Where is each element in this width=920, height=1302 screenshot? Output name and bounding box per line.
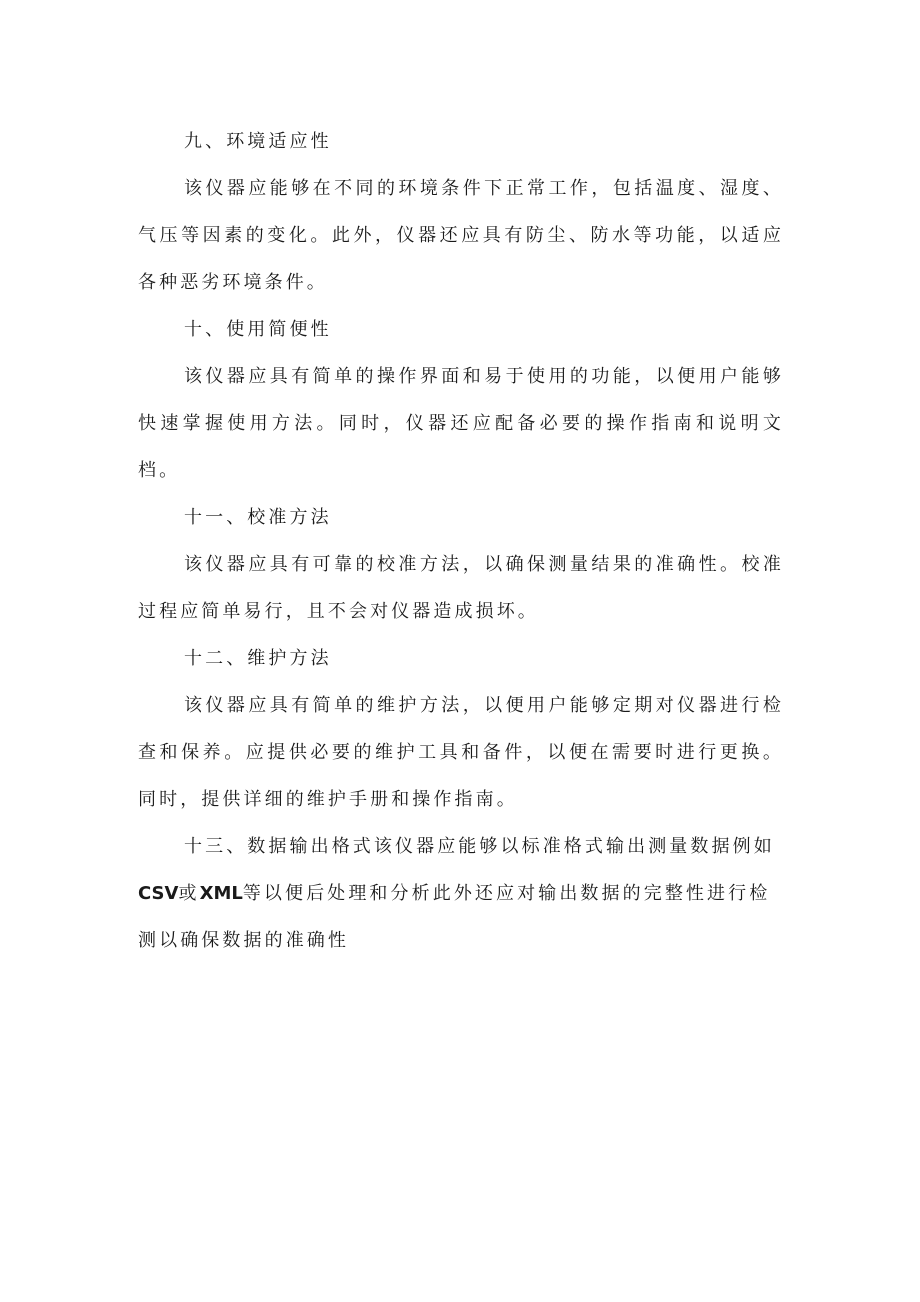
format-xml: XML — [199, 883, 243, 904]
format-csv: CSV — [138, 883, 179, 904]
section-data-output — [138, 823, 784, 964]
section-environment — [138, 118, 784, 306]
section-heading: 十一、校准方法 — [184, 507, 332, 528]
data-output-text-3: 等以便后处理和分析此外还应对输出数据的完整性进行检测以确保数据的准确性 — [138, 883, 771, 951]
section-heading: 十、使用简便性 — [184, 319, 332, 340]
section-paragraph: 该仪器应具有简单的操作界面和易于使用的功能，以便用户能够快速掌握使用方法。同时，仪器还应配备必要的操作指南和说明文档。 — [138, 366, 784, 481]
section-calibration — [138, 494, 784, 635]
section-usability — [138, 306, 784, 494]
section-maintenance — [138, 635, 784, 823]
section-heading: 九、环境适应性 — [184, 131, 332, 152]
section-paragraph: 该仪器应具有简单的维护方法，以便用户能够定期对仪器进行检查和保养。应提供必要的维护工具和备件，以便在需要时进行更换。同时，提供详细的维护手册和操作指南。 — [138, 695, 784, 810]
data-output-text-1: 十三、数据输出格式该仪器应能够以标准格式输出测量数据例如 — [184, 836, 775, 857]
section-heading: 十二、维护方法 — [184, 648, 332, 669]
section-paragraph: 该仪器应具有可靠的校准方法，以确保测量结果的准确性。校准过程应简单易行，且不会对仪器造成损坏。 — [138, 554, 784, 622]
section-paragraph: 该仪器应能够在不同的环境条件下正常工作，包括温度、湿度、气压等因素的变化。此外，仪器还应具有防尘、防水等功能，以适应各种恶劣环境条件。 — [138, 178, 784, 293]
document-body — [138, 118, 784, 964]
data-output-text-2: 或 — [178, 883, 200, 904]
